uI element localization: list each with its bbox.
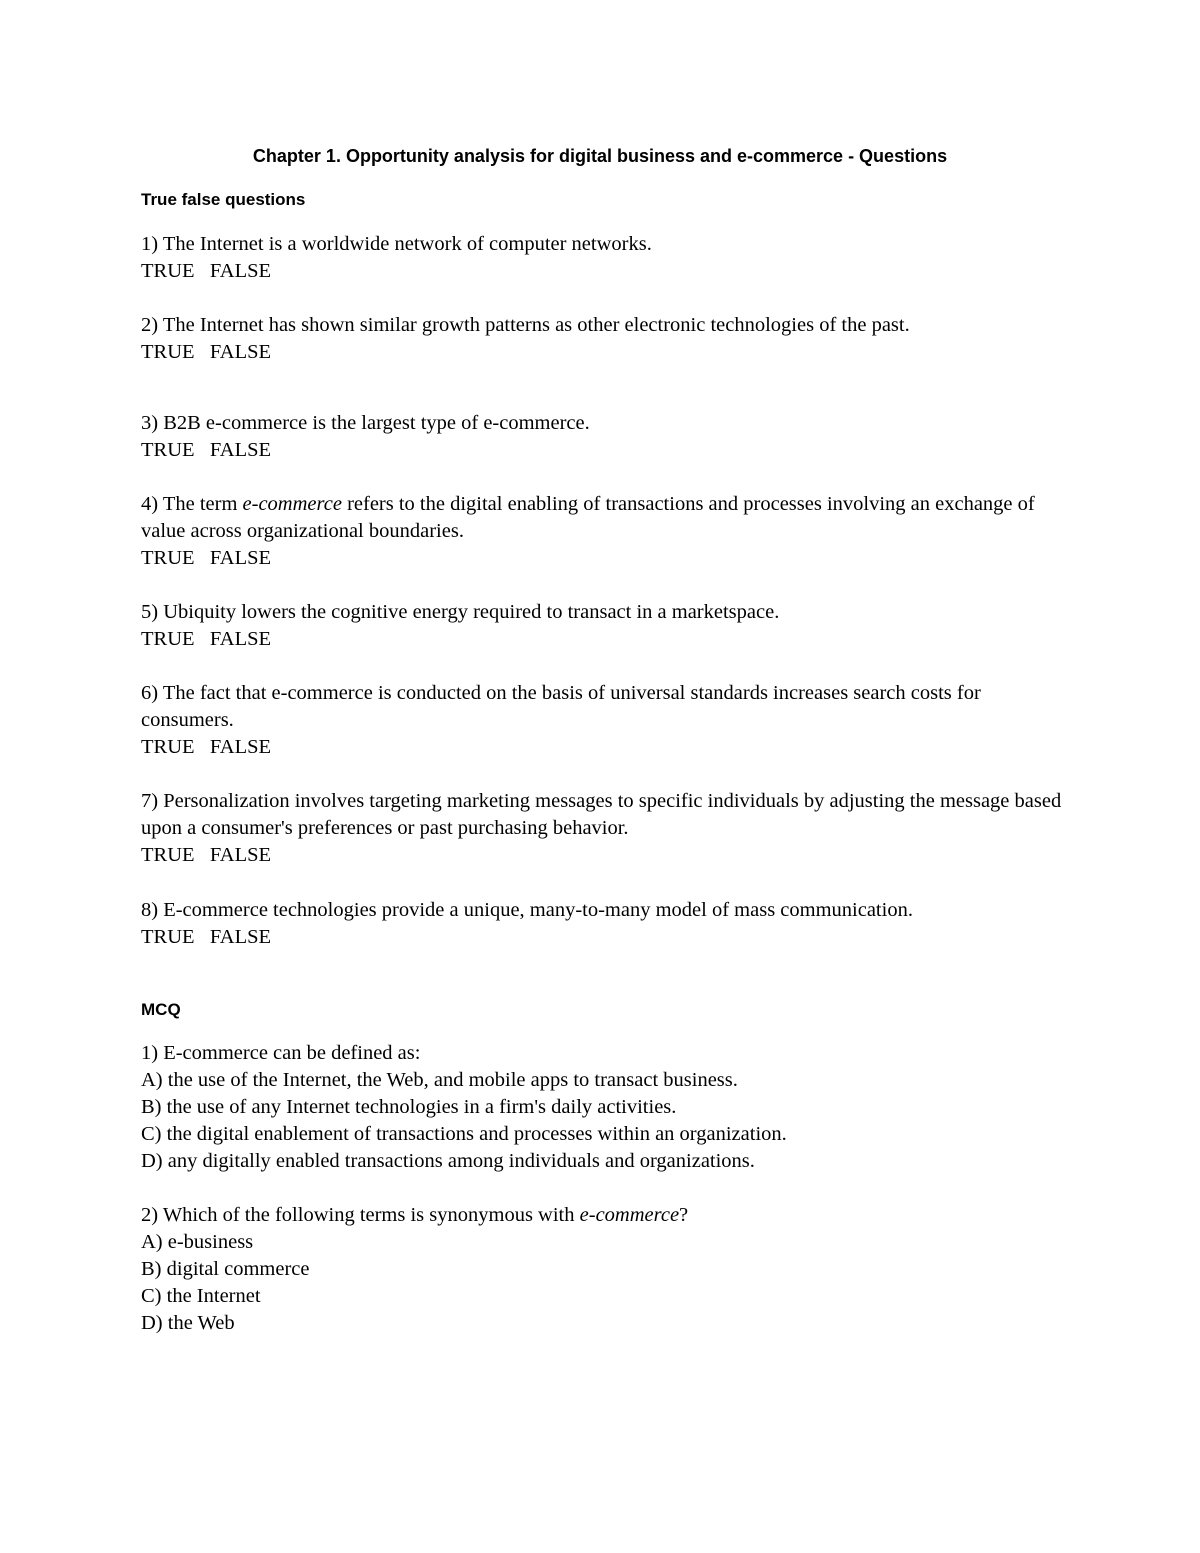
tf-question-7 xyxy=(141,788,1071,869)
mcq-option-c: C) the Internet xyxy=(141,1285,261,1307)
question-text-start: 4) The term xyxy=(141,493,243,515)
italic-term: e-commerce xyxy=(242,493,342,515)
mcq-heading: MCQ xyxy=(141,1000,181,1019)
tf-question-8 xyxy=(141,897,1071,951)
mcq-option-d: D) any digitally enabled transactions among individuals and organizations. xyxy=(141,1150,755,1172)
stem-text-end: ? xyxy=(679,1204,689,1226)
false-option: FALSE xyxy=(209,341,272,363)
mcq-option-d: D) the Web xyxy=(141,1312,235,1334)
tf-answer-options xyxy=(141,842,1071,869)
true-option: TRUE xyxy=(141,736,195,758)
mcq-question-2 xyxy=(141,1202,1071,1337)
false-option: FALSE xyxy=(209,844,272,866)
tf-answer-options xyxy=(141,437,1071,464)
false-option: FALSE xyxy=(209,926,272,948)
false-option: FALSE xyxy=(209,439,272,461)
false-option: FALSE xyxy=(209,547,272,569)
italic-term: e-commerce xyxy=(579,1204,680,1226)
tf-answer-options xyxy=(141,339,1071,366)
true-option: TRUE xyxy=(141,844,195,866)
true-option: TRUE xyxy=(141,926,195,948)
tf-answer-options xyxy=(141,924,1071,951)
tf-question-text: 8) E-commerce technologies provide a unique, many-to-many model of mass communication. xyxy=(141,899,913,921)
mcq-option-a: A) e-business xyxy=(141,1231,254,1253)
tf-answer-options xyxy=(141,626,1071,653)
false-option: FALSE xyxy=(209,260,272,282)
mcq-question-1 xyxy=(141,1040,1071,1175)
tf-question-text: 6) The fact that e-commerce is conducted on the basis of universal standards increases search costs for consumers. xyxy=(141,682,981,731)
true-option: TRUE xyxy=(141,439,195,461)
mcq-option-a: A) the use of the Internet, the Web, and mobile apps to transact business. xyxy=(141,1069,738,1091)
tf-question-text xyxy=(141,491,1071,545)
mcq-option-c: C) the digital enablement of transactions and processes within an organization. xyxy=(141,1123,787,1145)
tf-answer-options xyxy=(141,258,1071,285)
mcq-option-b: B) the use of any Internet technologies in a firm's daily activities. xyxy=(141,1096,677,1118)
tf-question-6 xyxy=(141,680,1071,761)
mcq-stem: 1) E-commerce can be defined as: xyxy=(141,1042,421,1064)
false-option: FALSE xyxy=(209,736,272,758)
tf-question-5 xyxy=(141,599,1071,653)
true-false-heading: True false questions xyxy=(141,190,306,209)
tf-question-text: 2) The Internet has shown similar growth patterns as other electronic technologies of the past. xyxy=(141,314,910,336)
tf-question-4 xyxy=(141,491,1071,572)
tf-answer-options xyxy=(141,734,1071,761)
tf-question-text: 5) Ubiquity lowers the cognitive energy required to transact in a marketspace. xyxy=(141,601,780,623)
tf-question-3 xyxy=(141,410,1071,464)
tf-question-text: 1) The Internet is a worldwide network of computer networks. xyxy=(141,233,652,255)
page-title: Chapter 1. Opportunity analysis for digital business and e-commerce - Questions xyxy=(252,146,948,166)
stem-text-start: 2) Which of the following terms is synonymous with xyxy=(141,1204,580,1226)
mcq-stem xyxy=(141,1202,1071,1229)
tf-question-text: 3) B2B e-commerce is the largest type of e-commerce. xyxy=(141,412,590,434)
true-option: TRUE xyxy=(141,260,195,282)
true-option: TRUE xyxy=(141,341,195,363)
true-option: TRUE xyxy=(141,628,195,650)
true-option: TRUE xyxy=(141,547,195,569)
tf-answer-options xyxy=(141,545,1071,572)
mcq-option-b: B) digital commerce xyxy=(141,1258,310,1280)
tf-question-2 xyxy=(141,312,1071,366)
tf-question-1 xyxy=(141,231,1071,285)
tf-question-text: 7) Personalization involves targeting marketing messages to specific individuals by adjusting the message based upon a consumer's preferences or past purchasing behavior. xyxy=(141,790,1062,839)
question-text-end: refers to the digital enabling of transactions and processes involving an exchange of value across organizational boundaries. xyxy=(141,493,1035,542)
false-option: FALSE xyxy=(209,628,272,650)
